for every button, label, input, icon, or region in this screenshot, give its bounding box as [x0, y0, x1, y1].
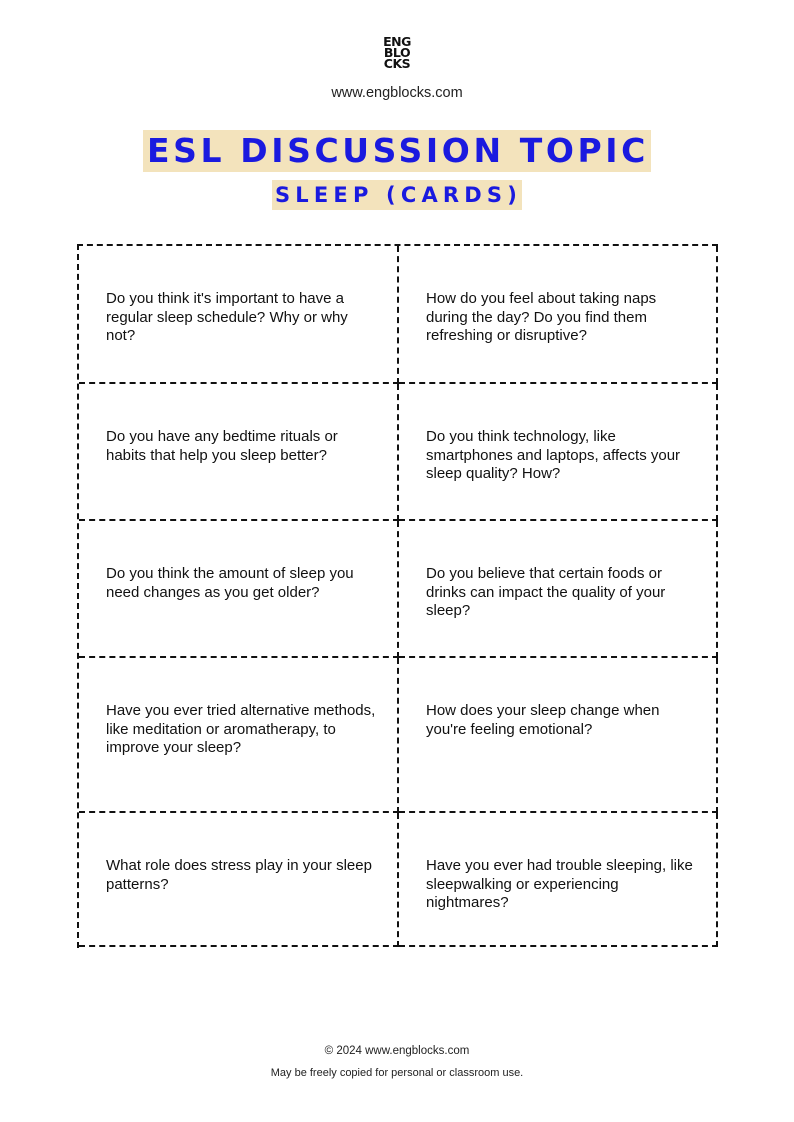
discussion-cards-grid — [77, 244, 718, 948]
page-subtitle: SLEEP (CARDS) — [272, 180, 522, 210]
logo-mark — [383, 36, 411, 69]
footer-license: May be freely copied for personal or classroom use. — [270, 1067, 524, 1079]
footer-copyright: © 2024 www.engblocks.com — [324, 1045, 470, 1057]
engblocks-logo — [0, 36, 794, 73]
discussion-card: How does your sleep change when you're feeling emotional? — [399, 658, 718, 813]
logo-line-1: ENG — [383, 34, 411, 49]
discussion-card: Do you think it's important to have a regular sleep schedule? Why or why not? — [79, 246, 399, 384]
discussion-card: What role does stress play in your sleep patterns? — [79, 813, 399, 947]
discussion-card: Do you believe that certain foods or drinks can impact the quality of your sleep? — [399, 521, 718, 658]
discussion-card: How do you feel about taking naps during the day? Do you find them refreshing or disruptive? — [399, 246, 718, 384]
discussion-card: Do you think technology, like smartphones and laptops, affects your sleep quality? How? — [399, 384, 718, 521]
discussion-card: Do you think the amount of sleep you need changes as you get older? — [79, 521, 399, 658]
site-url: www.engblocks.com — [331, 85, 463, 101]
page-title: ESL DISCUSSION TOPIC — [143, 130, 651, 172]
discussion-card: Have you ever tried alternative methods, like meditation or aromatherapy, to improve your sleep? — [79, 658, 399, 813]
discussion-card: Do you have any bedtime rituals or habits that help you sleep better? — [79, 384, 399, 521]
discussion-card: Have you ever had trouble sleeping, like sleepwalking or experiencing nightmares? — [399, 813, 718, 947]
logo-line-2: BLO — [383, 45, 411, 60]
logo-line-3: CKS — [383, 56, 411, 71]
